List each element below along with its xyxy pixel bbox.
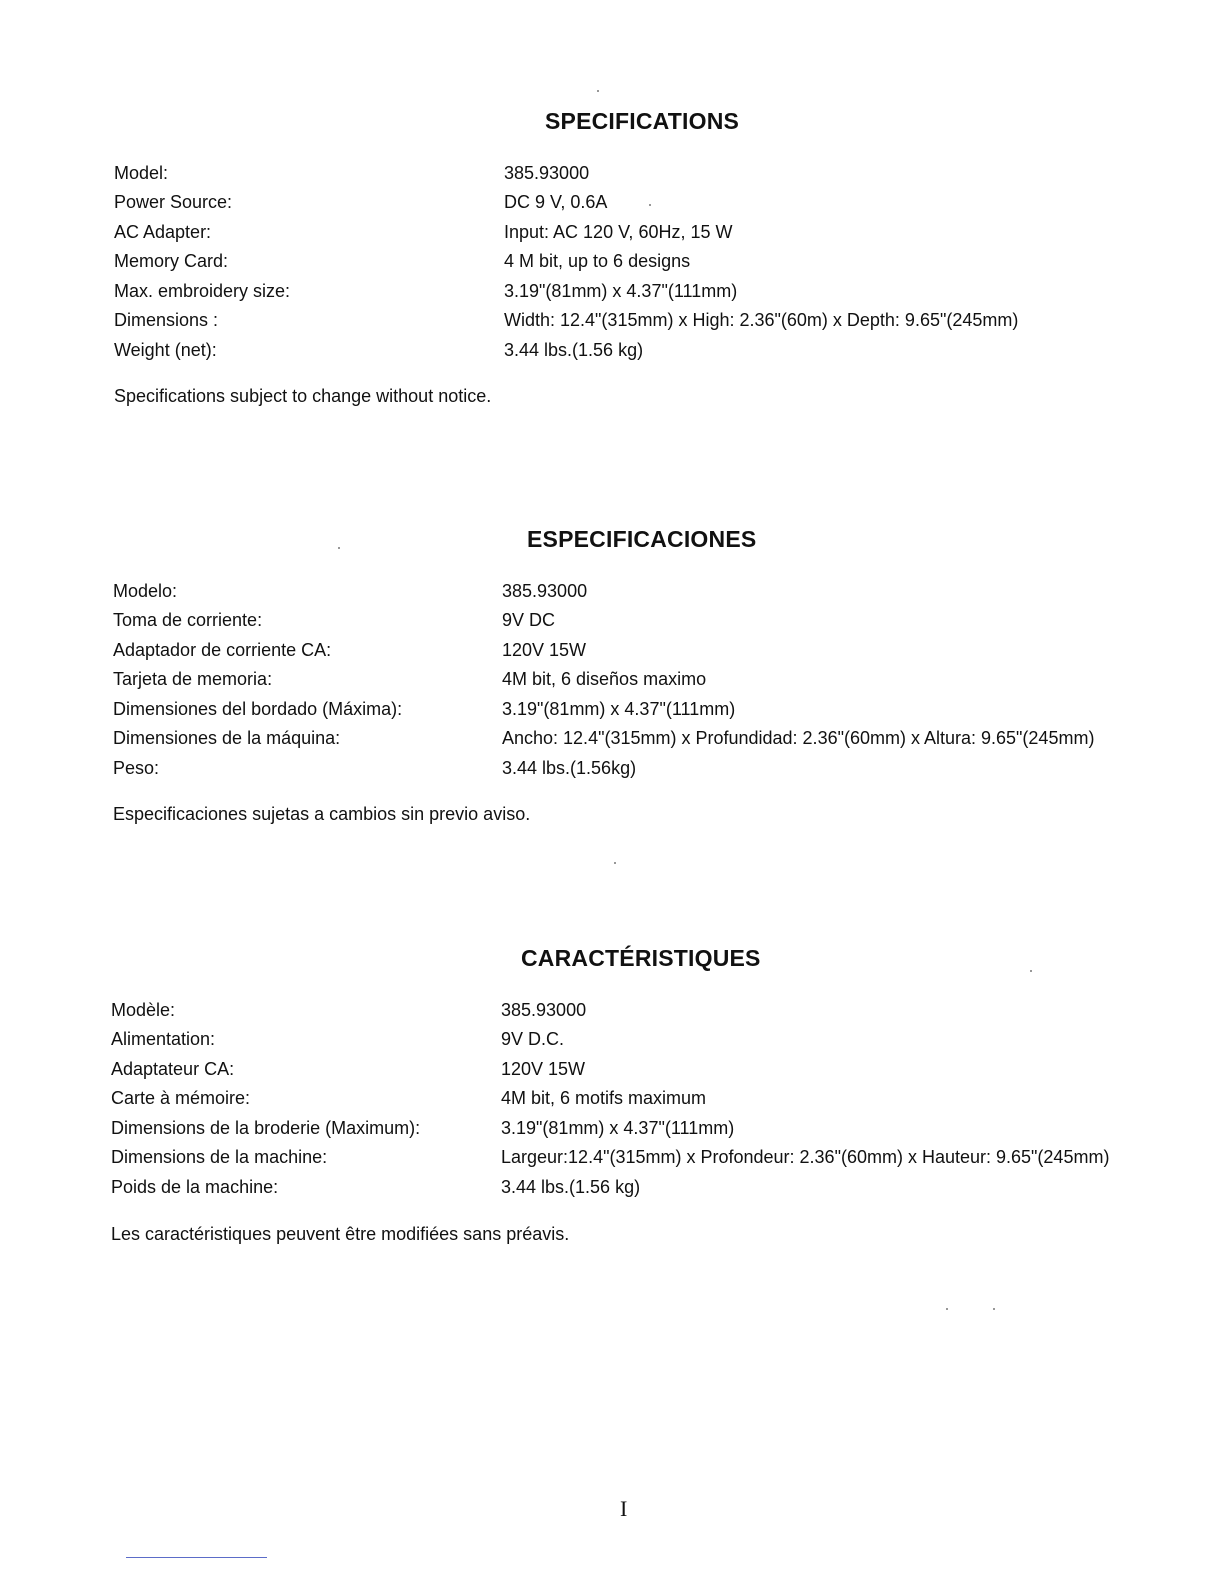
scan-speck <box>614 862 616 864</box>
disclaimer-note: Specifications subject to change without notice. <box>114 386 492 406</box>
spec-row <box>0 724 1224 753</box>
scan-speck <box>946 1308 948 1310</box>
spec-label: Toma de corriente: <box>113 610 263 630</box>
disclaimer-note: Les caractéristiques peuvent être modifiées sans préavis. <box>111 1224 570 1244</box>
spec-row <box>0 636 1224 665</box>
spec-value: 3.19"(81mm) x 4.37"(111mm) <box>504 281 738 301</box>
scan-speck <box>993 1308 995 1310</box>
spec-value: 3.44 lbs.(1.56 kg) <box>504 340 644 360</box>
spec-row <box>0 1143 1224 1172</box>
section-title: ESPECIFICACIONES <box>527 526 757 552</box>
spec-value: 4M bit, 6 motifs maximum <box>501 1088 707 1108</box>
spec-label: Peso: <box>113 758 160 778</box>
spec-label: Alimentation: <box>111 1029 216 1049</box>
spec-label: Dimensions de la broderie (Maximum): <box>111 1118 421 1138</box>
scan-speck <box>649 204 651 206</box>
spec-row <box>0 188 1224 217</box>
spec-value: DC 9 V, 0.6A <box>504 192 608 212</box>
spec-label: Adaptateur CA: <box>111 1059 235 1079</box>
spec-row <box>0 1055 1224 1084</box>
spec-value: Ancho: 12.4"(315mm) x Profundidad: 2.36"(60mm) x Altura: 9.65"(245mm) <box>502 728 1095 748</box>
spec-value: 385.93000 <box>501 1000 587 1020</box>
spec-value: 120V 15W <box>502 640 587 660</box>
scan-speck <box>1030 970 1032 972</box>
spec-value: Largeur:12.4"(315mm) x Profondeur: 2.36"(60mm) x Hauteur: 9.65"(245mm) <box>501 1147 1110 1167</box>
spec-row <box>0 1025 1224 1054</box>
spec-row <box>0 247 1224 276</box>
scan-speck <box>338 547 340 549</box>
spec-row <box>0 577 1224 606</box>
page-number: I <box>620 1496 628 1521</box>
spec-row <box>0 695 1224 724</box>
spec-value: 9V D.C. <box>501 1029 565 1049</box>
spec-label: Dimensiones del bordado (Máxima): <box>113 699 403 719</box>
spec-label: Dimensiones de la máquina: <box>113 728 341 748</box>
spec-value: 120V 15W <box>501 1059 586 1079</box>
spec-label: Tarjeta de memoria: <box>113 669 273 689</box>
spec-label: Max. embroidery size: <box>114 281 291 301</box>
spec-row <box>0 1084 1224 1113</box>
spec-label: Modelo: <box>113 581 178 601</box>
spec-label: Weight (net): <box>114 340 217 360</box>
spec-label: Carte à mémoire: <box>111 1088 251 1108</box>
spec-label: Dimensions de la machine: <box>111 1147 328 1167</box>
spec-value: 4 M bit, up to 6 designs <box>504 251 691 271</box>
spec-label: Dimensions : <box>114 310 219 330</box>
spec-row <box>0 336 1224 365</box>
spec-label: Model: <box>114 163 169 183</box>
section-title: SPECIFICATIONS <box>545 108 740 134</box>
spec-row <box>0 159 1224 188</box>
spec-value: 3.44 lbs.(1.56kg) <box>502 758 637 778</box>
disclaimer-note: Especificaciones sujetas a cambios sin previo aviso. <box>113 804 531 824</box>
spec-row <box>0 1114 1224 1143</box>
spec-value: 3.19"(81mm) x 4.37"(111mm) <box>501 1118 735 1138</box>
spec-row <box>0 996 1224 1025</box>
spec-value: 3.19"(81mm) x 4.37"(111mm) <box>502 699 736 719</box>
spec-row <box>0 1173 1224 1202</box>
spec-value: 3.44 lbs.(1.56 kg) <box>501 1177 641 1197</box>
spec-value: 4M bit, 6 diseños maximo <box>502 669 707 689</box>
spec-label: Poids de la machine: <box>111 1177 279 1197</box>
spec-row <box>0 306 1224 335</box>
spec-row <box>0 754 1224 783</box>
spec-value: 385.93000 <box>504 163 590 183</box>
spec-value: 9V DC <box>502 610 556 630</box>
spec-value: 385.93000 <box>502 581 588 601</box>
spec-label: Memory Card: <box>114 251 229 271</box>
spec-value: Width: 12.4"(315mm) x High: 2.36"(60m) x Depth: 9.65"(245mm) <box>504 310 1019 330</box>
spec-row <box>0 665 1224 694</box>
footer-rule <box>126 1557 267 1558</box>
spec-label: Modèle: <box>111 1000 176 1020</box>
spec-label: AC Adapter: <box>114 222 212 242</box>
spec-label: Power Source: <box>114 192 233 212</box>
spec-row <box>0 606 1224 635</box>
section-title: CARACTÉRISTIQUES <box>521 945 761 971</box>
spec-label: Adaptador de corriente CA: <box>113 640 332 660</box>
spec-row <box>0 277 1224 306</box>
spec-value: Input: AC 120 V, 60Hz, 15 W <box>504 222 733 242</box>
spec-row <box>0 218 1224 247</box>
scan-speck <box>597 90 599 92</box>
